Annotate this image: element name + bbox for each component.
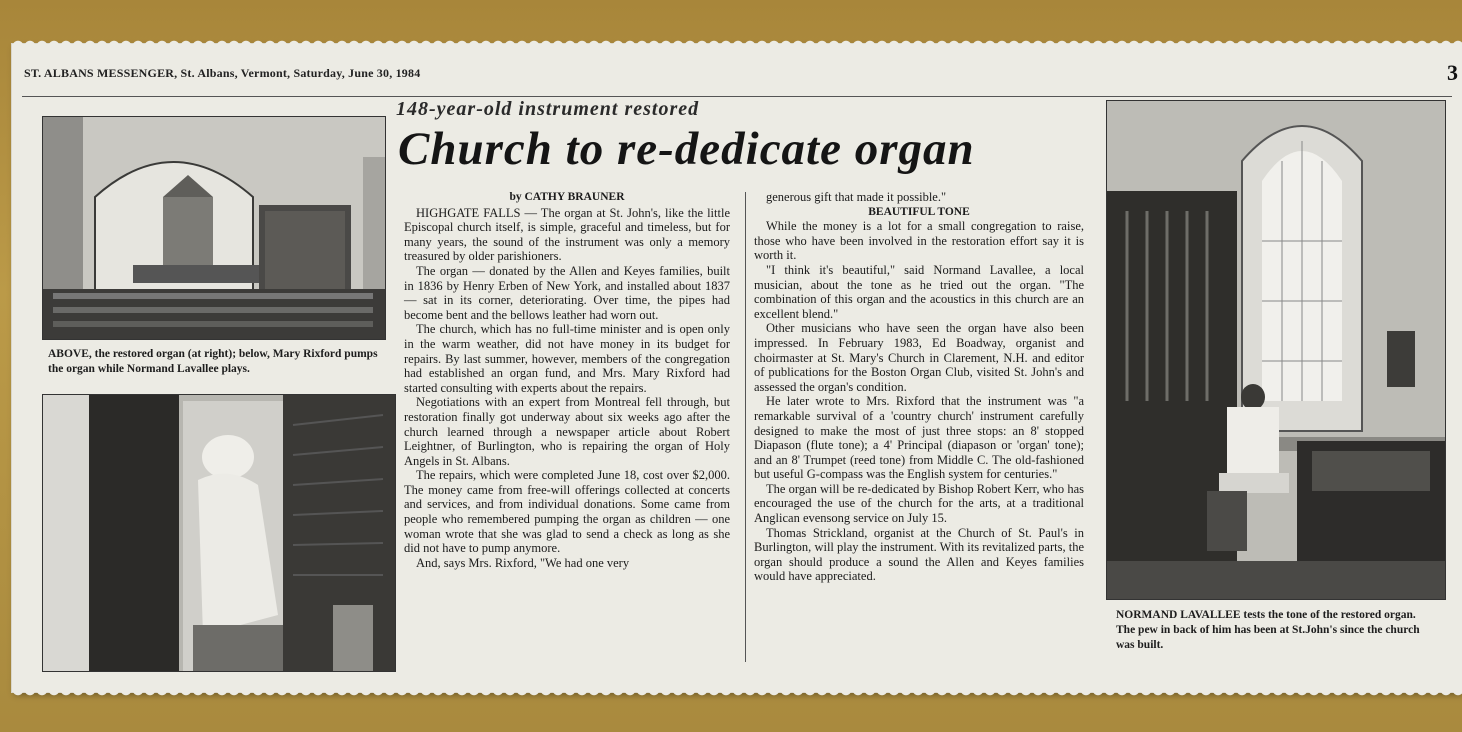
paragraph: While the money is a lot for a small congregation to raise, those who have been involved in the restoration effort say it is worth it. xyxy=(754,219,1084,263)
newspaper-clipping xyxy=(12,44,1462,692)
headline: Church to re-dedicate organ xyxy=(398,123,975,175)
paragraph: "I think it's beautiful," said Normand Lavallee, a local musician, about the tone as he tried out the organ. "The combination of this organ and the acoustics in this church are an excellent blend." xyxy=(754,262,1084,321)
masthead: ST. ALBANS MESSENGER, St. Albans, Vermont, Saturday, June 30, 1984 xyxy=(24,66,421,80)
page-number: 3 xyxy=(1447,60,1458,85)
photo-church-interior xyxy=(42,116,386,340)
paragraph: generous gift that made it possible." xyxy=(766,190,947,204)
article-column-1 xyxy=(404,190,730,570)
subhead: BEAUTIFUL TONE xyxy=(868,205,970,218)
paragraph: And, says Mrs. Rixford, "We had one very xyxy=(416,555,630,570)
paragraph: The church, which has no full-time minister and is open only in the warm weather, did not have money in its budget for repairs. By last summer, however, members of the congregation had established an organ fund, and Mrs. Mary Rixford had started consulting with experts about the repairs. xyxy=(404,322,730,395)
paragraph: HIGHGATE FALLS — The organ at St. John's, like the little Episcopal church itself, is simple, graceful and timeless, but for many years, the sound of the instrument was only a memory treasured by older parishioners. xyxy=(404,205,730,264)
paragraph: Negotiations with an expert from Montreal fell through, but restoration finally got underway about six weeks ago after the church learned through a newspaper article about Robert Leightner, of Burlington, who is repairing the organ of Holy Angels in St. Albans. xyxy=(404,395,730,468)
photo-organ-pumping xyxy=(42,394,396,672)
caption-right: NORMAND LAVALLEE tests the tone of the restored organ. The pew in back of him has been at St.John's since the church was built. xyxy=(1116,609,1420,651)
paragraph: Other musicians who have seen the organ have also been impressed. In February 1983, Ed Boadway, organist and choirmaster at St. Mary's Church in Clarement, N.H. and editor of publications for the Boston Organ Club, visited St. John's and assessed the organ's condition. xyxy=(754,321,1084,394)
caption-left: ABOVE, the restored organ (at right); below, Mary Rixford pumps the organ while Normand Lavallee plays. xyxy=(48,348,378,375)
paragraph: The organ — donated by the Allen and Keyes families, built in 1836 by Henry Erben of New York, and installed about 1837 — sat in its corner, deteriorating. Over time, the pipes had become bent and the bellows leather had worn out. xyxy=(404,263,730,322)
paragraph: Thomas Strickland, organist at the Church of St. Paul's in Burlington, will play the instrument. With its revitalized parts, the organ should produce a sound the Allen and Keyes families would have appreciated. xyxy=(754,525,1084,584)
masthead-rule xyxy=(22,96,1452,97)
paragraph: He later wrote to Mrs. Rixford that the instrument was "a remarkable survival of a 'country church' instrument carefully designed to make the most of just three stops: an 8' stopped Diapason (flute tone); a 4' Principal (diapason or 'organ' tone); and an 8' Trumpet (reed tone) from Middle C. The old-fashioned but useful G-compass was the English system for centuries." xyxy=(754,394,1084,482)
paragraph: The repairs, which were completed June 18, cost over $2,000. The money came from free-will offerings collected at concerts and services, and from individual donations. Some came from people who remembered pumping the organ as children — one woman wrote that she was glad to send a check as long as she did not have to pump anymore. xyxy=(404,468,730,556)
kicker: 148-year-old instrument restored xyxy=(396,98,700,120)
byline: by CATHY BRAUNER xyxy=(509,191,625,203)
column-rule xyxy=(745,192,746,662)
paragraph: The organ will be re-dedicated by Bishop Robert Kerr, who has encouraged the use of the church for the arts, at a traditional Anglican evensong service on July 15. xyxy=(754,481,1084,526)
article-column-2 xyxy=(754,190,1084,584)
photo-organist xyxy=(1106,100,1446,600)
